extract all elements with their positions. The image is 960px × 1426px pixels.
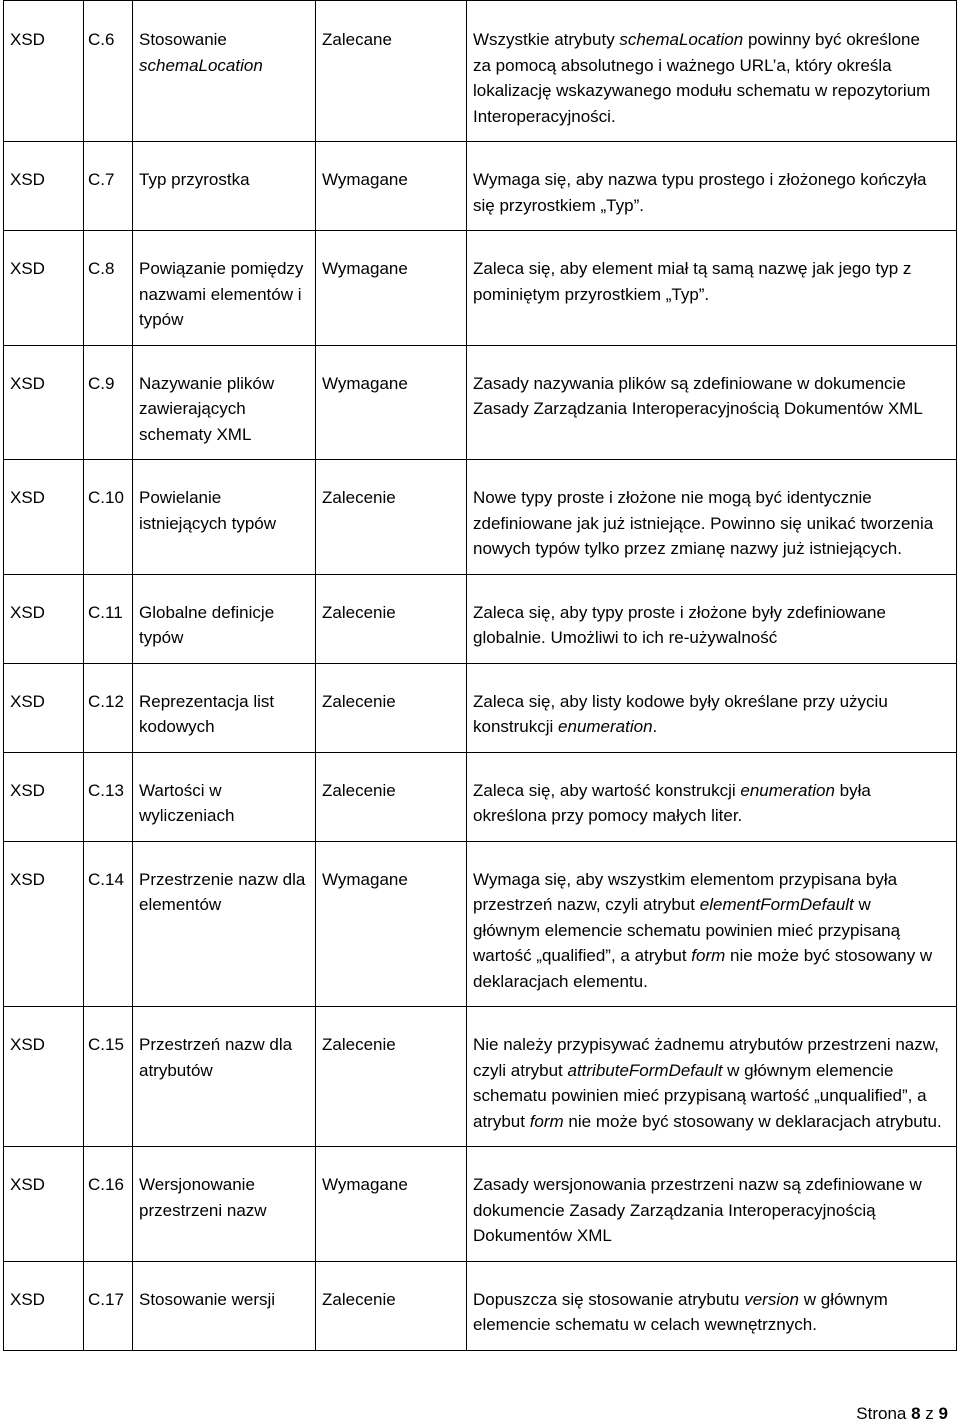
description-text: powinny być określone za pomocą absolutnego i ważnego URL’a, który określa lokalizację wskazywanego modułu schematu w repozytorium Interoperacyjności. bbox=[473, 30, 931, 126]
requirement-level-cell: Wymagane bbox=[316, 345, 467, 460]
rule-name: Stosowanie wersji bbox=[139, 1289, 276, 1309]
rule-name: Wartości w wyliczeniach bbox=[139, 780, 235, 825]
rule-id-cell: C.14 bbox=[84, 841, 133, 1007]
rule-name: Typ przyrostka bbox=[139, 170, 250, 189]
description-text: Zaleca się, aby typy proste i złożone były zdefiniowane globalnie. Umożliwi to ich re-używalność bbox=[473, 602, 886, 647]
rule-name: Nazywanie plików zawierających schematy XML bbox=[139, 373, 275, 444]
rule-id-cell: C.7 bbox=[84, 142, 133, 231]
footer-prefix: Strona bbox=[856, 1404, 907, 1423]
description-text: była określona przy pomocy małych liter. bbox=[473, 780, 871, 825]
standard-cell: XSD bbox=[4, 231, 84, 346]
standard-cell: XSD bbox=[4, 1261, 84, 1350]
rule-description-cell bbox=[467, 1147, 957, 1262]
rule-description-cell bbox=[467, 574, 957, 663]
rule-name-emphasis: schemaLocation bbox=[139, 55, 263, 75]
rule-name: Przestrzeń nazw dla atrybutów bbox=[139, 1035, 293, 1080]
rule-id-cell: C.12 bbox=[84, 663, 133, 752]
rule-description-cell bbox=[467, 345, 957, 460]
rule-name: Globalne definicje typów bbox=[139, 602, 275, 647]
description-text: Wymaga się, aby wszystkim elementom przypisana była przestrzeń nazw, czyli atrybut bbox=[473, 869, 898, 914]
table-row bbox=[4, 663, 957, 752]
rule-description-cell bbox=[467, 460, 957, 575]
rule-id-cell: C.11 bbox=[84, 574, 133, 663]
description-text: Zaleca się, aby wartość konstrukcji bbox=[473, 780, 741, 800]
rule-description-cell bbox=[467, 1007, 957, 1147]
requirement-level-cell: Zalecenie bbox=[316, 1007, 467, 1147]
rule-id-cell: C.6 bbox=[84, 1, 133, 142]
rule-description-cell bbox=[467, 663, 957, 752]
table-row bbox=[4, 1261, 957, 1350]
standard-cell: XSD bbox=[4, 345, 84, 460]
requirement-level-cell: Zalecenie bbox=[316, 460, 467, 575]
table-row bbox=[4, 1, 957, 142]
rule-name-cell bbox=[133, 1007, 316, 1147]
rule-name-cell bbox=[133, 1261, 316, 1350]
page-footer bbox=[856, 1401, 948, 1426]
rule-name-cell bbox=[133, 345, 316, 460]
rule-name: Powielanie istniejących typów bbox=[139, 488, 277, 533]
requirement-level-cell: Wymagane bbox=[316, 231, 467, 346]
rule-name: Przestrzenie nazw dla elementów bbox=[139, 869, 306, 914]
requirement-level-cell: Zalecenie bbox=[316, 574, 467, 663]
rule-id-cell: C.13 bbox=[84, 752, 133, 841]
description-text: . bbox=[652, 717, 658, 736]
description-text: nie może być stosowany w deklaracjach elementu. bbox=[473, 946, 933, 991]
rule-name: Reprezentacja list kodowych bbox=[139, 691, 275, 736]
table-row bbox=[4, 460, 957, 575]
description-code-term: enumeration bbox=[740, 780, 835, 800]
rule-description-cell bbox=[467, 752, 957, 841]
description-text: w głównym elemencie schematu w celach wewnętrznych. bbox=[473, 1289, 888, 1334]
description-text: w głównym elemencie schematu powinien mieć przypisaną wartość „qualified”, a atrybut bbox=[473, 895, 901, 965]
description-text: Zaleca się, aby element miał tą samą nazwę jak jego typ z pominiętym przyrostkiem „Typ”. bbox=[473, 259, 912, 304]
requirement-level-cell: Wymagane bbox=[316, 1147, 467, 1262]
requirement-level-cell: Zalecenie bbox=[316, 663, 467, 752]
table-row bbox=[4, 231, 957, 346]
rule-description-cell bbox=[467, 231, 957, 346]
description-text: Wszystkie atrybuty bbox=[473, 30, 620, 49]
requirement-level-cell: Wymagane bbox=[316, 142, 467, 231]
rule-name-cell bbox=[133, 1, 316, 142]
table-row bbox=[4, 574, 957, 663]
rule-description-cell bbox=[467, 841, 957, 1007]
rule-description-cell bbox=[467, 1261, 957, 1350]
standard-cell: XSD bbox=[4, 663, 84, 752]
rule-id-cell: C.15 bbox=[84, 1007, 133, 1147]
table-row bbox=[4, 841, 957, 1007]
description-code-term: enumeration bbox=[558, 717, 653, 736]
rule-name-cell bbox=[133, 1147, 316, 1262]
rule-id-cell: C.16 bbox=[84, 1147, 133, 1262]
rule-name: Wersjonowanie przestrzeni nazw bbox=[139, 1175, 267, 1220]
rule-name-cell bbox=[133, 663, 316, 752]
rule-description-cell bbox=[467, 142, 957, 231]
rule-id-cell: C.9 bbox=[84, 345, 133, 460]
rule-name: Powiązanie pomiędzy nazwami elementów i typów bbox=[139, 259, 304, 329]
standard-cell: XSD bbox=[4, 752, 84, 841]
footer-total-pages: 9 bbox=[938, 1404, 948, 1423]
description-text: Zaleca się, aby listy kodowe były określane przy użyciu konstrukcji bbox=[473, 691, 888, 736]
rule-description-cell bbox=[467, 1, 957, 142]
description-text: Zasady wersjonowania przestrzeni nazw są zdefiniowane w dokumencie Zasady Zarządzania Interoperacyjnością Dokumentów XML bbox=[473, 1175, 922, 1245]
standard-cell: XSD bbox=[4, 460, 84, 575]
description-code-term: form bbox=[691, 946, 726, 965]
requirement-level-cell: Wymagane bbox=[316, 841, 467, 1007]
rule-name-cell bbox=[133, 460, 316, 575]
standard-cell: XSD bbox=[4, 1007, 84, 1147]
rule-id-cell: C.17 bbox=[84, 1261, 133, 1350]
standard-cell: XSD bbox=[4, 142, 84, 231]
description-text: nie może być stosowany w deklaracjach atrybutu. bbox=[563, 1111, 942, 1131]
rule-id-cell: C.10 bbox=[84, 460, 133, 575]
standard-cell: XSD bbox=[4, 841, 84, 1007]
rule-name-cell bbox=[133, 841, 316, 1007]
description-text: w głównym elemencie schematu powinien mieć przypisaną wartość „unqualified”, a atrybut bbox=[473, 1060, 927, 1131]
description-text: Nie należy przypisywać żadnemu atrybutów przestrzeni nazw, czyli atrybut bbox=[473, 1035, 939, 1080]
rule-name: Stosowanie bbox=[139, 30, 227, 49]
rule-name-cell bbox=[133, 231, 316, 346]
footer-page-number: 8 bbox=[911, 1404, 921, 1423]
rules-table-body bbox=[4, 1, 957, 1351]
table-row bbox=[4, 1007, 957, 1147]
description-text: Zasady nazywania plików są zdefiniowane w dokumencie Zasady Zarządzania Interoperacyjnością Dokumentów XML bbox=[473, 373, 923, 418]
description-code-term: attributeFormDefault bbox=[567, 1060, 723, 1080]
rule-name-cell bbox=[133, 752, 316, 841]
description-text: Nowe typy proste i złożone nie mogą być identycznie zdefiniowane jak już istniejące. Powinno się unikać tworzenia nowych typów tylko przez zmianę nazwy już istniejących. bbox=[473, 488, 934, 558]
standard-cell: XSD bbox=[4, 1, 84, 142]
rule-name-cell bbox=[133, 574, 316, 663]
description-code-term: elementFormDefault bbox=[699, 895, 854, 914]
table-row bbox=[4, 345, 957, 460]
description-code-term: version bbox=[744, 1289, 800, 1309]
table-row bbox=[4, 142, 957, 231]
rule-name-cell bbox=[133, 142, 316, 231]
table-row bbox=[4, 752, 957, 841]
requirement-level-cell: Zalecenie bbox=[316, 752, 467, 841]
rule-id-cell: C.8 bbox=[84, 231, 133, 346]
description-text: Wymaga się, aby nazwa typu prostego i złożonego kończyła się przyrostkiem „Typ”. bbox=[473, 170, 927, 215]
description-code-term: form bbox=[529, 1111, 564, 1131]
table-row bbox=[4, 1147, 957, 1262]
footer-separator: z bbox=[925, 1404, 934, 1423]
description-code-term: schemaLocation bbox=[619, 30, 744, 49]
requirement-level-cell: Zalecenie bbox=[316, 1261, 467, 1350]
standard-cell: XSD bbox=[4, 574, 84, 663]
standard-cell: XSD bbox=[4, 1147, 84, 1262]
description-text: Dopuszcza się stosowanie atrybutu bbox=[473, 1289, 745, 1309]
rules-table bbox=[3, 0, 957, 1351]
requirement-level-cell: Zalecane bbox=[316, 1, 467, 142]
